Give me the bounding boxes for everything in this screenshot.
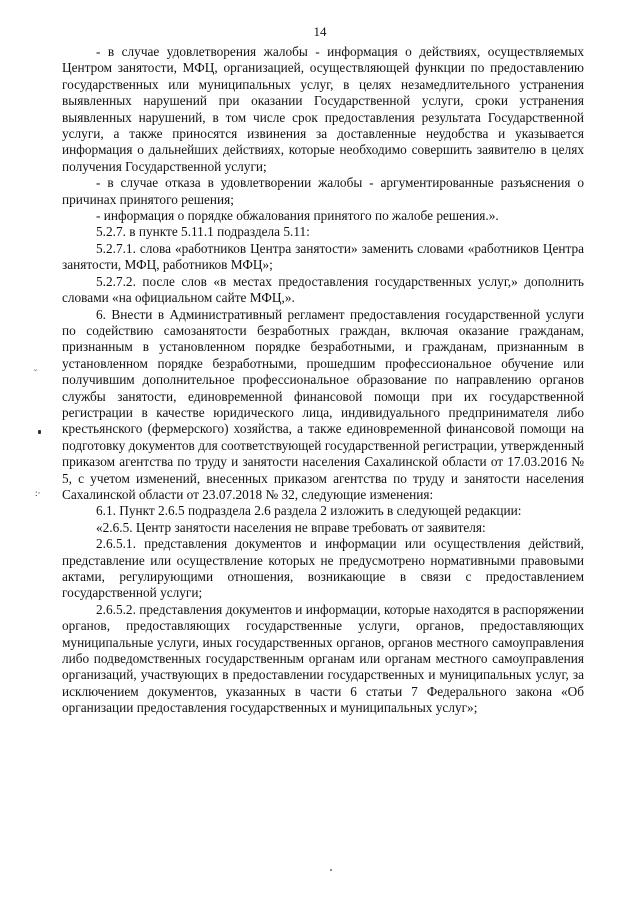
- page-number: 14: [313, 24, 327, 39]
- paragraph: «2.6.5. Центр занятости населения не вправе требовать от заявителя:: [96, 519, 486, 535]
- paragraph: 6. Внести в Административный регламент предоставления государственной услуги по содействию самозанятости безработных граждан, включая оказание гражданам, признанным в установленном порядке безработными, и гражданам, признанным в установленном порядке безработными, прошедшим профессиональное обучение или получившим дополнительное профессиональное образование по направлению органов службы занятости, единовременной финансовой помощи при их государственной регистрации в качестве юридического лица, индивидуального предпринимателя либо крестьянского (фермерского) хозяйства, а также единовременной финансовой помощи на подготовку документов для соответствующей государственной регистрации, утвержденный приказом агентства по труду и занятости населения Сахалинской области от 17.03.2016 № 5, с учетом изменений, внесенных приказом агентства по труду и занятости населения Сахалинской области от 23.07.2018 № 32, следующие изменения:: [62, 306, 584, 502]
- paragraph: - в случае отказа в удовлетворении жалобы - аргументированные разъяснения о причинах принятого решения;: [62, 175, 584, 207]
- margin-dot: [38, 430, 41, 434]
- paragraph: 2.6.5.1. представления документов и информации или осуществления действий, представление или осуществление которых не предусмотрено нормативными правовыми актами, регулирующими отношения, возникающие в связи с предоставлением государственной услуги;: [62, 536, 584, 601]
- paragraph: - в случае удовлетворения жалобы - информация о действиях, осуществляемых Центром занятости, МФЦ, организацией, осуществляющей функции по предоставлению государственных или муниципальных услуг, в целях незамедлительного устранения выявленных нарушений при оказании Государственной услуги, сроки устранения выявленных нарушений, в том числе срок предоставления результата Государственной услуги, а также приносятся извинения за доставленные неудобства и указывается информация о дальнейших действиях, которые необходимо совершить заявителю в целях получения Государственной услуги;: [62, 44, 584, 174]
- paragraph: 6.1. Пункт 2.6.5 подраздела 2.6 раздела 2 изложить в следующей редакции:: [96, 503, 522, 519]
- paragraph: - информация о порядке обжалования принятого по жалобе решения.».: [96, 208, 499, 224]
- margin-mark: ˘: [34, 368, 37, 378]
- document-body: [62, 44, 584, 717]
- scan-dot: [330, 869, 332, 871]
- margin-mark: :·: [35, 488, 41, 498]
- paragraph: 2.6.5.2. представления документов и информации, которые находятся в распоряжении органов, предоставляющих государственные услуги, органов, предоставляющих муниципальные услуги, иных государственных органов, органов местного самоуправления либо подведомственных государственным органам или органам местного самоуправления организаций, участвующих в предоставлении государственных и муниципальных услуг, за исключением документов, указанных в части 6 статьи 7 Федерального закона «Об организации предоставления государственных и муниципальных услуг»;: [62, 601, 584, 716]
- paragraph: 5.2.7.2. после слов «в местах предоставления государственных услуг,» дополнить словами «на официальном сайте МФЦ,».: [62, 273, 584, 306]
- paragraph: 5.2.7. в пункте 5.11.1 подраздела 5.11:: [96, 224, 310, 240]
- paragraph: 5.2.7.1. слова «работников Центра занятости» заменить словами «работников Центра занятости, МФЦ, работников МФЦ»;: [62, 240, 584, 273]
